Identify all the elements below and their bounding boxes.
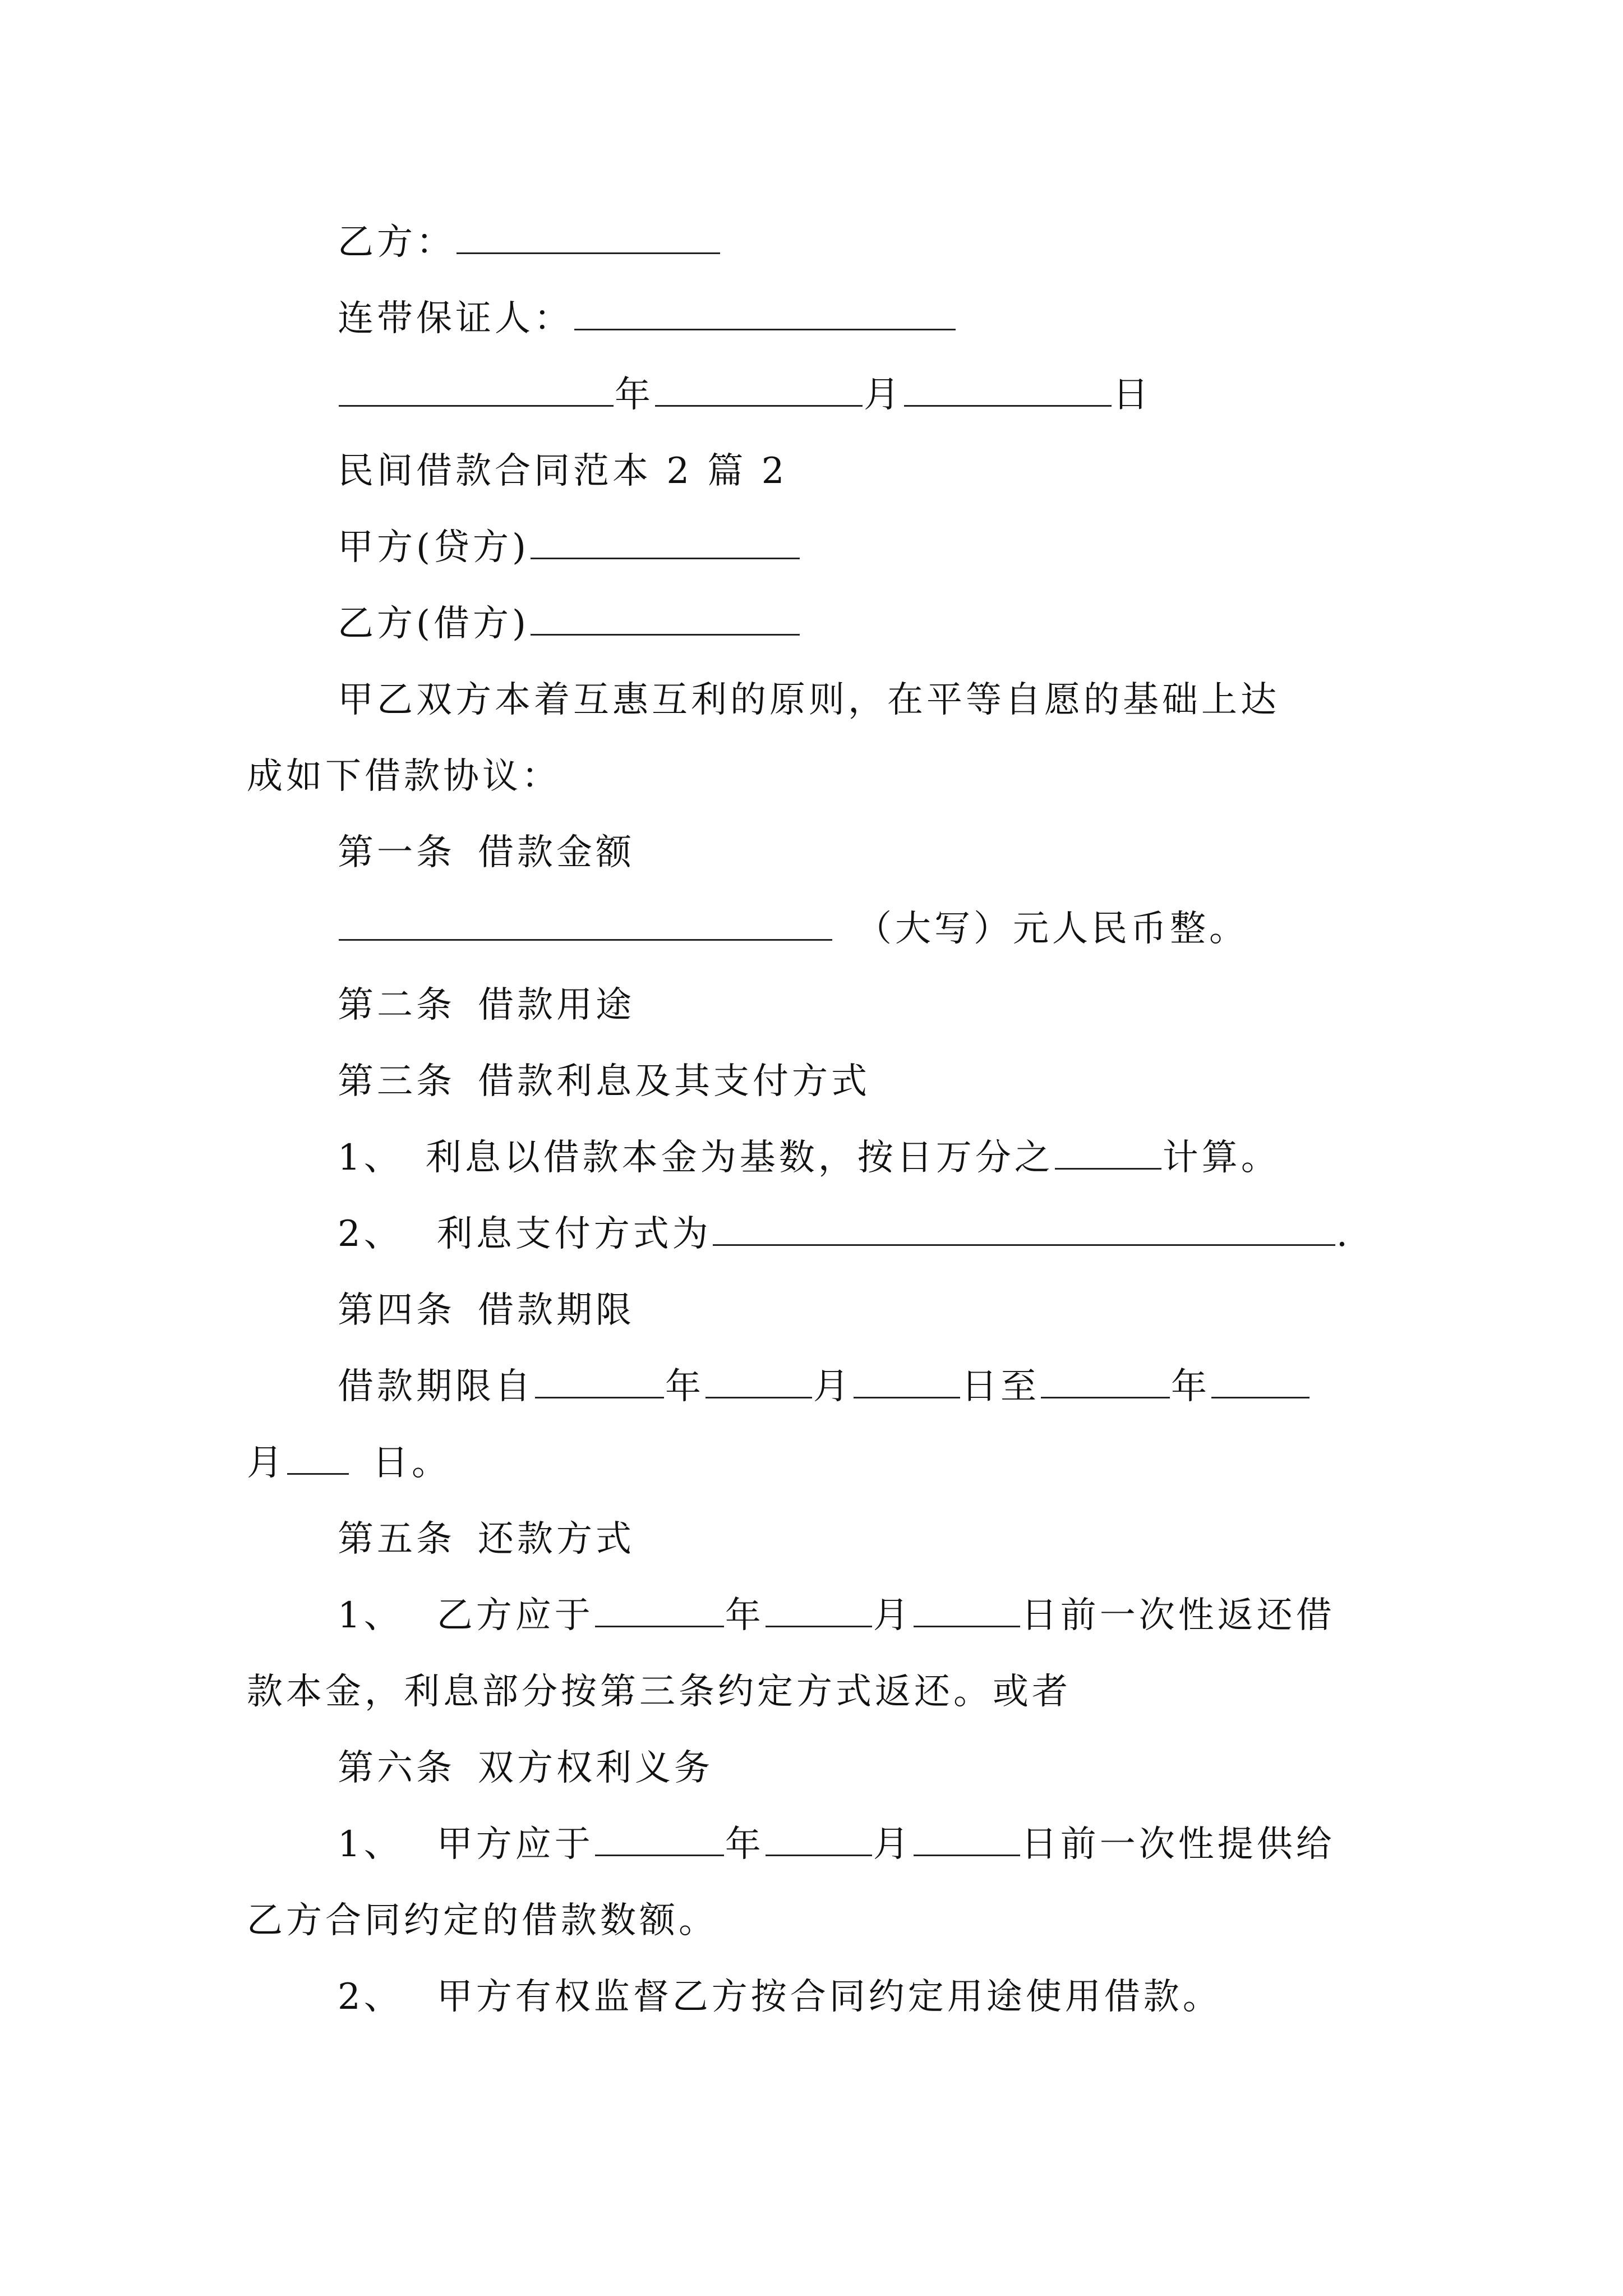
article-4-title: 借款期限	[478, 1290, 635, 1331]
start-month-blank	[706, 1364, 812, 1398]
start-day-blank	[854, 1364, 960, 1398]
party-b-borrower-label: 乙方(借方)	[338, 603, 529, 645]
article-1-heading	[338, 830, 635, 875]
article-1-title: 借款金额	[478, 832, 635, 873]
article-4-heading	[338, 1288, 635, 1333]
start-day-label: 日至	[961, 1366, 1040, 1407]
provide-year-blank	[595, 1822, 724, 1856]
lender-obligation-line-2	[247, 1898, 718, 1943]
preamble-line-2	[247, 754, 561, 799]
interest-rate-blank	[1055, 1135, 1161, 1170]
end-day-blank	[287, 1441, 349, 1475]
repayment-text: 乙方应于	[436, 1595, 594, 1636]
lender-obligation-text: 甲方应于	[436, 1824, 594, 1865]
article-2-heading	[338, 983, 635, 1028]
repay-day-text: 日前一次性返还借	[1021, 1595, 1335, 1636]
start-year-blank	[535, 1364, 664, 1398]
party-a-lender-line	[338, 525, 801, 570]
lender-right-line	[338, 1975, 1222, 2019]
preamble-line-1	[338, 678, 1280, 723]
preamble-text-1: 甲乙双方本着互惠互利的原则，在平等自愿的基础上达	[338, 679, 1280, 721]
article-2-title: 借款用途	[478, 984, 635, 1026]
signing-date-line	[338, 372, 1152, 417]
article-6-title: 双方权利义务	[478, 1747, 713, 1789]
party-b-blank	[457, 220, 720, 254]
item-number: 1、	[338, 1824, 403, 1865]
interest-payment-blank	[713, 1212, 1335, 1246]
item-number: 1、	[338, 1137, 403, 1179]
repayment-line-2	[247, 1669, 1071, 1714]
contract-title	[338, 449, 787, 494]
article-1-number: 第一条	[338, 832, 455, 873]
interest-payment-line	[338, 1212, 1351, 1257]
loan-term-label: 借款期限自	[338, 1366, 534, 1407]
interest-payment-period: .	[1336, 1213, 1352, 1255]
lender-right-text: 甲方有权监督乙方按合同约定用途使用借款。	[436, 1976, 1222, 2018]
end-year-blank	[1041, 1364, 1170, 1398]
article-5-heading	[338, 1517, 635, 1562]
provide-day-blank	[914, 1822, 1020, 1856]
article-3-title: 借款利息及其支付方式	[478, 1061, 870, 1102]
article-5-number: 第五条	[338, 1519, 455, 1560]
repay-year-blank	[595, 1593, 724, 1627]
provide-year-label: 年	[725, 1824, 764, 1865]
interest-payment-text: 利息支付方式为	[436, 1213, 712, 1255]
month-blank	[655, 372, 863, 407]
article-3-heading	[338, 1059, 870, 1104]
repayment-line-1	[338, 1593, 1335, 1638]
guarantor-blank	[574, 296, 956, 330]
provide-day-text: 日前一次性提供给	[1021, 1824, 1335, 1865]
party-a-lender-blank	[531, 525, 800, 559]
article-6-number: 第六条	[338, 1747, 455, 1789]
article-6-heading	[338, 1746, 713, 1791]
loan-amount-text: （大写）元人民币整。	[856, 908, 1248, 950]
lender-obligation-continuation: 乙方合同约定的借款数额。	[247, 1900, 718, 1941]
item-number: 2、	[338, 1213, 403, 1255]
guarantor-label: 连带保证人：	[338, 298, 573, 339]
day-label: 日	[1113, 374, 1152, 416]
party-b-label: 乙方：	[338, 222, 455, 263]
article-2-number: 第二条	[338, 984, 455, 1026]
item-number: 1、	[338, 1595, 403, 1636]
end-year-label: 年	[1171, 1366, 1210, 1407]
end-month-blank	[1211, 1364, 1310, 1398]
repay-month-blank	[766, 1593, 872, 1627]
party-b-borrower-line	[338, 601, 801, 646]
end-month-label: 月	[247, 1442, 286, 1484]
interest-rate-text: 利息以借款本金为基数，按日万分之	[425, 1137, 1054, 1179]
party-b-signature-line	[338, 220, 721, 265]
loan-term-line-1	[338, 1364, 1311, 1409]
year-blank	[339, 372, 614, 407]
provide-month-label: 月	[873, 1824, 912, 1865]
interest-rate-line	[338, 1135, 1280, 1180]
end-day-label: 日。	[372, 1442, 451, 1484]
year-label: 年	[615, 374, 654, 416]
interest-rate-suffix: 计算。	[1162, 1137, 1280, 1179]
repayment-continuation: 款本金，利息部分按第三条约定方式返还。或者	[247, 1671, 1071, 1713]
preamble-text-2: 成如下借款协议：	[247, 756, 561, 797]
lender-obligation-line-1	[338, 1822, 1335, 1867]
article-5-title: 还款方式	[478, 1519, 635, 1560]
start-month-label: 月	[813, 1366, 852, 1407]
loan-term-line-2	[247, 1441, 451, 1485]
day-blank	[904, 372, 1112, 407]
article-4-number: 第四条	[338, 1290, 455, 1331]
guarantor-signature-line	[338, 296, 957, 341]
party-a-lender-label: 甲方(贷方)	[338, 527, 529, 568]
month-label: 月	[864, 374, 903, 416]
party-b-borrower-blank	[531, 601, 800, 636]
provide-month-blank	[766, 1822, 872, 1856]
repay-day-blank	[914, 1593, 1020, 1627]
item-number: 2、	[338, 1976, 403, 2018]
article-3-number: 第三条	[338, 1061, 455, 1102]
loan-amount-blank	[339, 907, 832, 941]
contract-title-text: 民间借款合同范本 2 篇 2	[338, 450, 788, 492]
repay-year-label: 年	[725, 1595, 764, 1636]
repay-month-label: 月	[873, 1595, 912, 1636]
start-year-label: 年	[665, 1366, 704, 1407]
loan-amount-line	[338, 907, 1248, 951]
